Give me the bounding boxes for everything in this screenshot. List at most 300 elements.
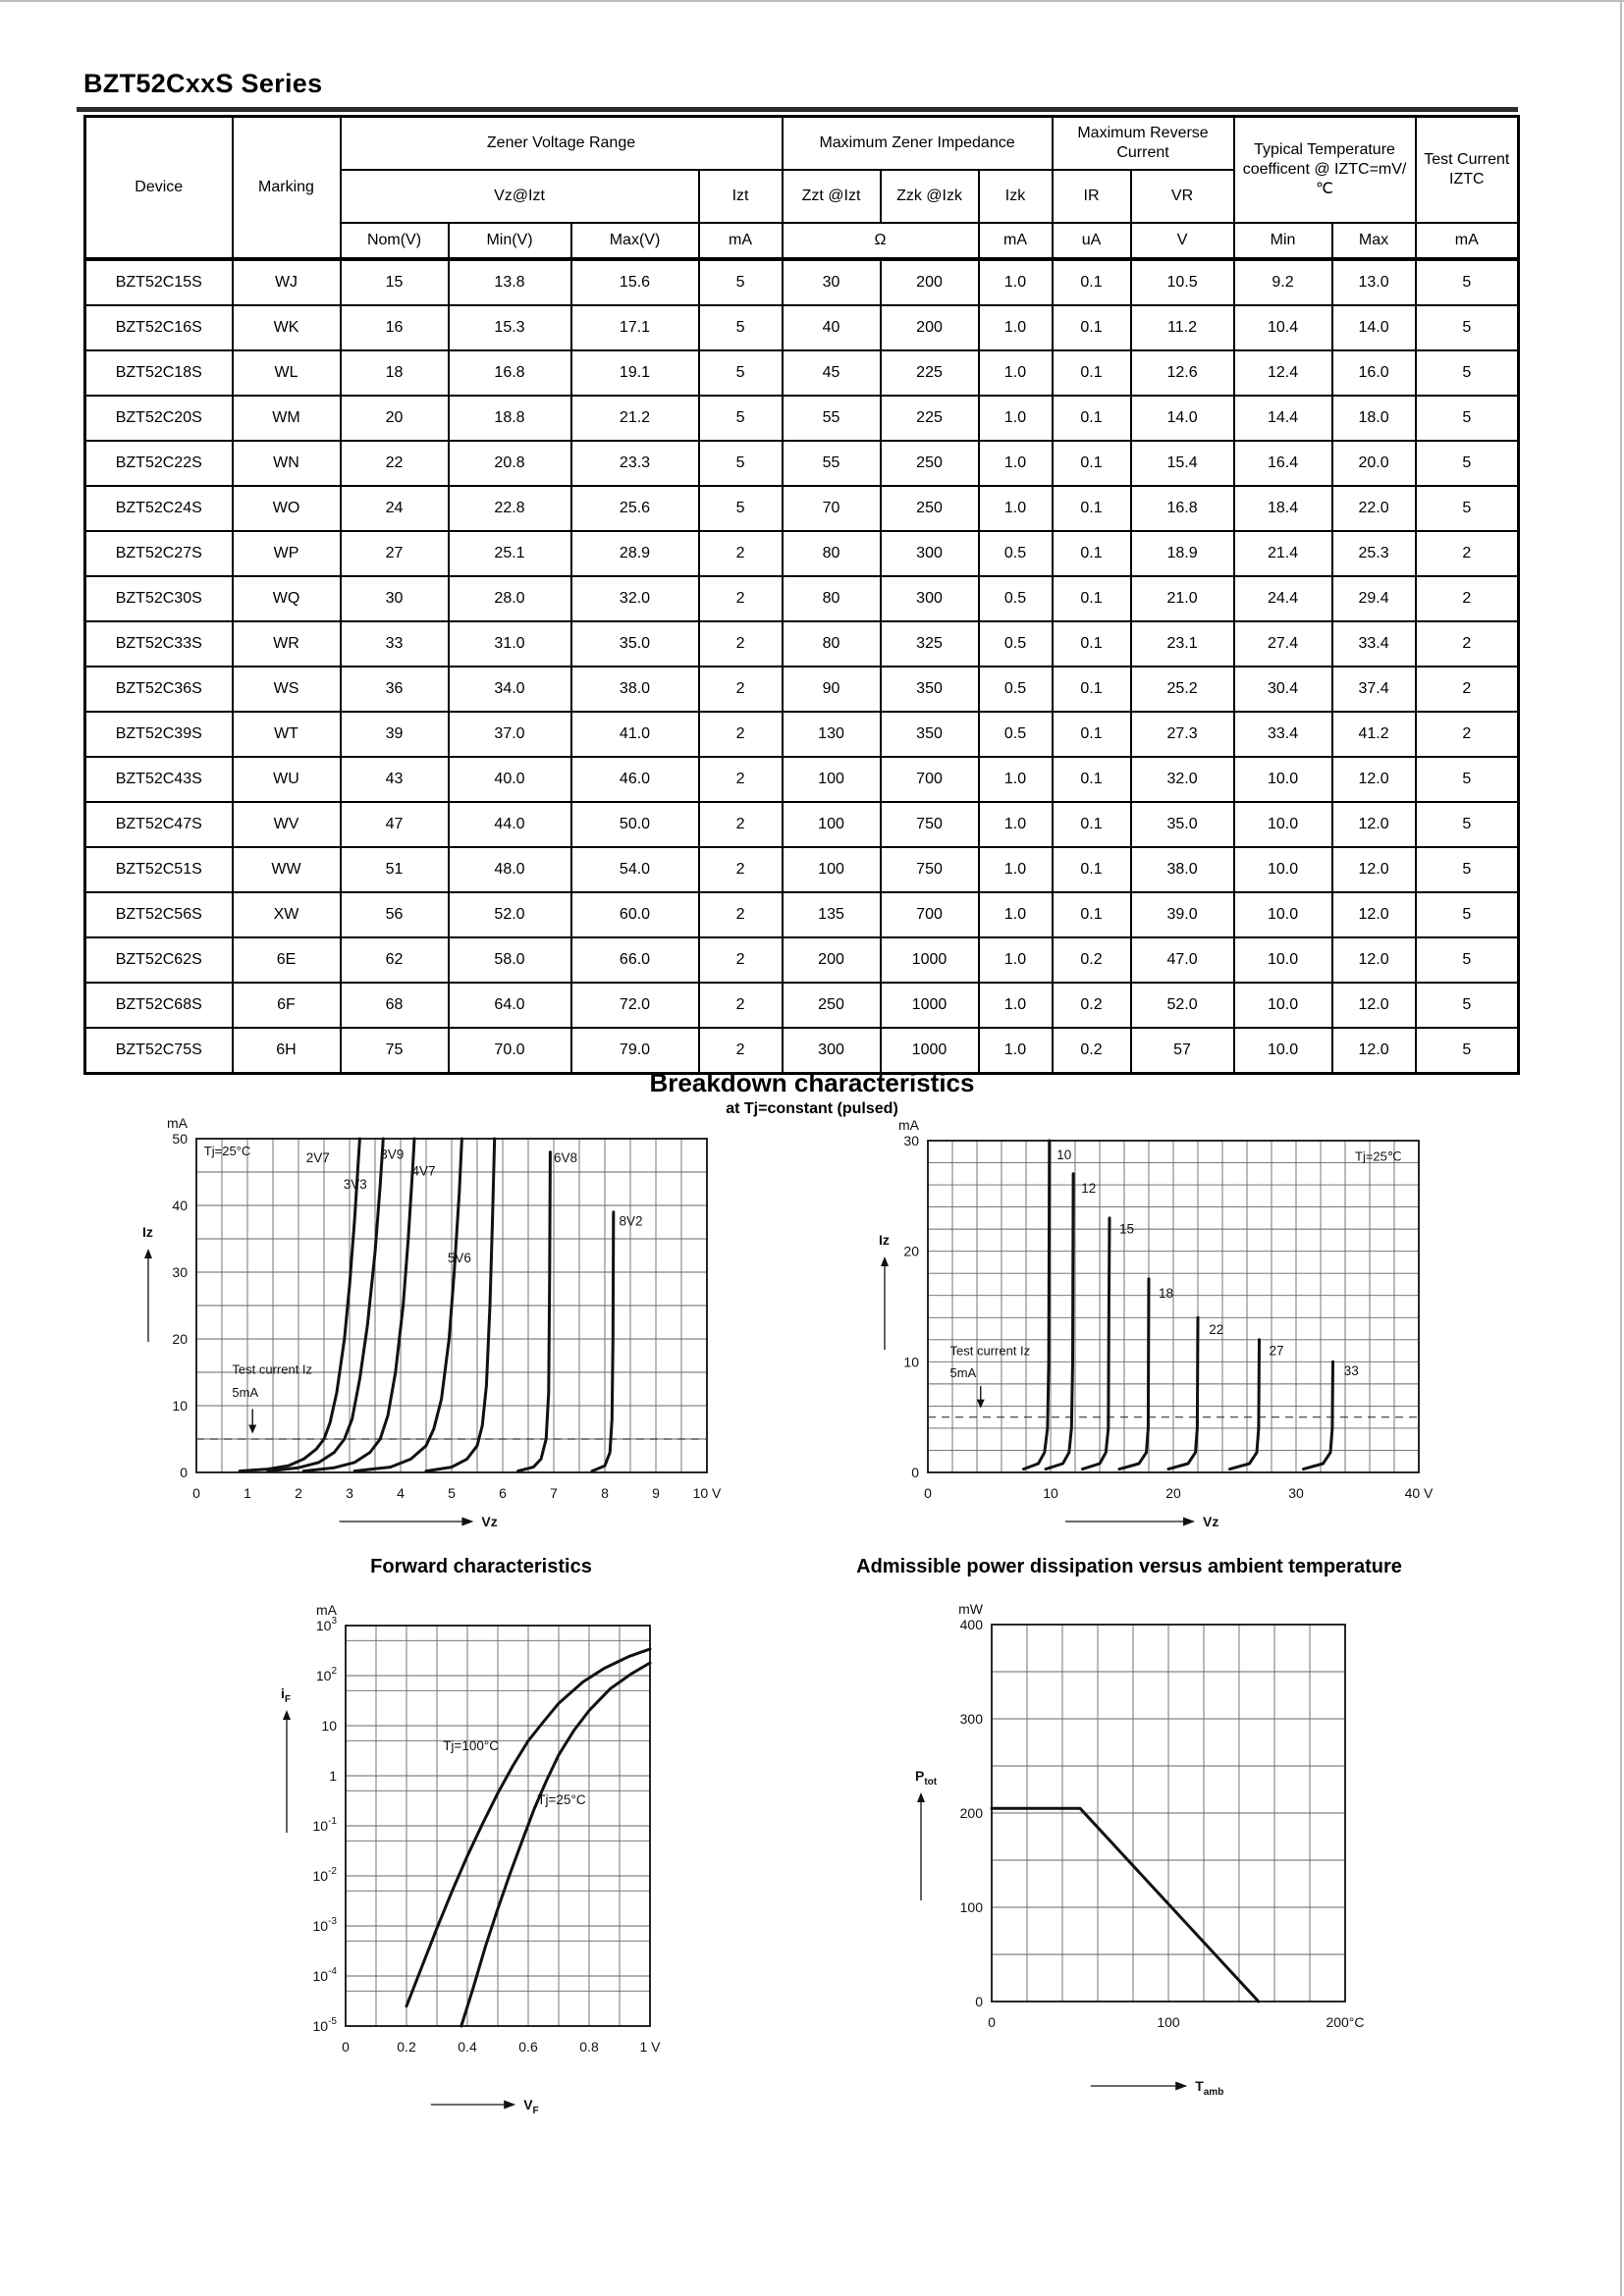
- table-cell: 0.2: [1053, 937, 1131, 983]
- svg-text:0: 0: [192, 1485, 200, 1501]
- table-cell: 13.8: [449, 259, 571, 305]
- table-cell: 15.6: [571, 259, 699, 305]
- table-cell: BZT52C39S: [85, 712, 233, 757]
- table-cell: WJ: [233, 259, 341, 305]
- page-title: BZT52CxxS Series: [83, 69, 323, 98]
- table-cell: BZT52C68S: [85, 983, 233, 1028]
- table-cell: 10.5: [1131, 259, 1234, 305]
- table-cell: 5: [699, 486, 783, 531]
- svg-text:8: 8: [601, 1485, 609, 1501]
- table-cell: 5: [1416, 350, 1519, 396]
- table-cell: 47.0: [1131, 937, 1234, 983]
- table-cell: 10.0: [1234, 757, 1332, 802]
- svg-text:2: 2: [295, 1485, 302, 1501]
- table-cell: 2: [699, 667, 783, 712]
- svg-text:10 V: 10 V: [692, 1485, 722, 1501]
- table-cell: 1.0: [979, 937, 1053, 983]
- table-cell: 2: [1416, 576, 1519, 621]
- table-cell: 24.4: [1234, 576, 1332, 621]
- table-cell: 9.2: [1234, 259, 1332, 305]
- table-cell: 12.0: [1332, 757, 1416, 802]
- table-cell: 20: [341, 396, 449, 441]
- table-cell: 21.4: [1234, 531, 1332, 576]
- table-row: [85, 847, 1519, 892]
- table-cell: 40.0: [449, 757, 571, 802]
- svg-text:200°C: 200°C: [1326, 2014, 1365, 2030]
- svg-text:mW: mW: [958, 1601, 983, 1617]
- table-cell: 12.4: [1234, 350, 1332, 396]
- table-cell: BZT52C18S: [85, 350, 233, 396]
- table-cell: 16: [341, 305, 449, 350]
- table-cell: 46.0: [571, 757, 699, 802]
- table-cell: 55: [783, 441, 881, 486]
- unit-ma-iztc: mA: [1416, 223, 1519, 259]
- table-cell: 30: [783, 259, 881, 305]
- table-cell: 20.8: [449, 441, 571, 486]
- table-cell: 25.1: [449, 531, 571, 576]
- table-cell: 2: [699, 937, 783, 983]
- table-cell: 1.0: [979, 486, 1053, 531]
- svg-text:30: 30: [903, 1133, 919, 1148]
- table-cell: WU: [233, 757, 341, 802]
- unit-ohm: Ω: [783, 223, 979, 259]
- table-cell: 39.0: [1131, 892, 1234, 937]
- svg-text:Test current Iz: Test current Iz: [949, 1343, 1031, 1359]
- table-cell: 41.0: [571, 712, 699, 757]
- spec-table: [83, 115, 1520, 1075]
- table-cell: 70.0: [449, 1028, 571, 1074]
- svg-text:300: 300: [959, 1711, 983, 1727]
- unit-nom: Nom(V): [341, 223, 449, 259]
- svg-text:mA: mA: [898, 1117, 919, 1133]
- svg-text:1 V: 1 V: [639, 2039, 661, 2055]
- table-cell: 10.0: [1234, 892, 1332, 937]
- col-header-izk: Izk: [979, 170, 1053, 223]
- svg-text:10: 10: [321, 1718, 337, 1734]
- table-cell: 25.3: [1332, 531, 1416, 576]
- svg-text:Tamb: $T_{amb}$: [1195, 2078, 1224, 2098]
- table-cell: 80: [783, 576, 881, 621]
- table-cell: 5: [1416, 396, 1519, 441]
- table-cell: 21.0: [1131, 576, 1234, 621]
- table-cell: 2: [699, 531, 783, 576]
- svg-text:Test current Iz: Test current Iz: [232, 1362, 313, 1377]
- table-cell: 1.0: [979, 847, 1053, 892]
- table-cell: 44.0: [449, 802, 571, 847]
- table-cell: BZT52C24S: [85, 486, 233, 531]
- unit-v: V: [1131, 223, 1234, 259]
- col-group-max-reverse-current: Maximum Reverse Current: [1053, 117, 1234, 171]
- table-cell: 12.0: [1332, 802, 1416, 847]
- table-cell: 62: [341, 937, 449, 983]
- table-cell: BZT52C33S: [85, 621, 233, 667]
- table-row: [85, 350, 1519, 396]
- svg-text:10-3: $10^{-3}$: [312, 1916, 337, 1934]
- table-cell: 200: [881, 259, 979, 305]
- col-header-zzt: Zzt @Izt: [783, 170, 881, 223]
- table-cell: 37.4: [1332, 667, 1416, 712]
- power-section-title: Admissible power dissipation versus ambient temperature: [856, 1556, 1402, 1577]
- table-cell: 0.1: [1053, 712, 1131, 757]
- table-cell: BZT52C51S: [85, 847, 233, 892]
- table-cell: 2: [699, 576, 783, 621]
- unit-ua: uA: [1053, 223, 1131, 259]
- svg-text:0: 0: [924, 1485, 932, 1501]
- unit-min: Min(V): [449, 223, 571, 259]
- table-cell: 250: [783, 983, 881, 1028]
- table-cell: 2: [699, 983, 783, 1028]
- spec-table-head: [85, 117, 1519, 260]
- svg-text:Tj=25°C: Tj=25°C: [537, 1792, 586, 1808]
- svg-text:400: 400: [959, 1617, 983, 1632]
- svg-text:0.2: 0.2: [397, 2039, 416, 2055]
- table-cell: 5: [699, 441, 783, 486]
- table-cell: 1.0: [979, 441, 1053, 486]
- table-cell: BZT52C27S: [85, 531, 233, 576]
- table-cell: 5: [1416, 983, 1519, 1028]
- table-cell: 0.5: [979, 621, 1053, 667]
- svg-text:10-1: $10^{-1}$: [312, 1816, 337, 1834]
- table-cell: 0.1: [1053, 847, 1131, 892]
- table-cell: 13.0: [1332, 259, 1416, 305]
- table-cell: BZT52C22S: [85, 441, 233, 486]
- table-cell: 12.0: [1332, 892, 1416, 937]
- table-cell: 2: [699, 892, 783, 937]
- col-group-temp-coefficient: Typical Temperature coefficent @ IZTC=mV/℃: [1234, 117, 1416, 224]
- table-cell: 6H: [233, 1028, 341, 1074]
- table-row: [85, 576, 1519, 621]
- breakdown-section-subtitle: at Tj=constant (pulsed): [726, 1100, 898, 1117]
- table-cell: WQ: [233, 576, 341, 621]
- table-cell: WP: [233, 531, 341, 576]
- breakdown-chart-high-voltage: [849, 1109, 1478, 1580]
- table-cell: 38.0: [571, 667, 699, 712]
- svg-text:3: 3: [346, 1485, 353, 1501]
- col-header-vz-izt: Vz@Izt: [341, 170, 699, 223]
- table-cell: 300: [881, 531, 979, 576]
- table-cell: 1.0: [979, 305, 1053, 350]
- table-cell: 45: [783, 350, 881, 396]
- table-cell: 14.0: [1332, 305, 1416, 350]
- table-cell: 30: [341, 576, 449, 621]
- table-cell: 0.1: [1053, 802, 1131, 847]
- table-cell: 27: [341, 531, 449, 576]
- table-cell: WM: [233, 396, 341, 441]
- svg-text:20: 20: [1165, 1485, 1181, 1501]
- svg-text:10: 10: [1056, 1148, 1072, 1163]
- col-header-ir: IR: [1053, 170, 1131, 223]
- table-cell: 1000: [881, 983, 979, 1028]
- table-cell: 12.0: [1332, 847, 1416, 892]
- table-cell: BZT52C15S: [85, 259, 233, 305]
- unit-ma-izk: mA: [979, 223, 1053, 259]
- table-cell: 33.4: [1234, 712, 1332, 757]
- table-cell: 79.0: [571, 1028, 699, 1074]
- table-cell: 1.0: [979, 802, 1053, 847]
- svg-text:0: 0: [342, 2039, 350, 2055]
- table-cell: 25.2: [1131, 667, 1234, 712]
- table-row: [85, 621, 1519, 667]
- table-cell: 12.0: [1332, 937, 1416, 983]
- page-edge-top: [0, 0, 1624, 2]
- unit-coeff-min: Min: [1234, 223, 1332, 259]
- table-cell: 0.1: [1053, 396, 1131, 441]
- col-header-vr: VR: [1131, 170, 1234, 223]
- table-cell: 5: [699, 305, 783, 350]
- table-cell: 300: [881, 576, 979, 621]
- svg-text:iF: $i_F$: [281, 1685, 291, 1705]
- table-cell: 300: [783, 1028, 881, 1074]
- table-cell: 15.3: [449, 305, 571, 350]
- table-cell: 130: [783, 712, 881, 757]
- table-cell: 250: [881, 486, 979, 531]
- table-cell: 5: [1416, 757, 1519, 802]
- svg-text:10: 10: [1043, 1485, 1058, 1501]
- table-cell: XW: [233, 892, 341, 937]
- table-cell: 10.0: [1234, 1028, 1332, 1074]
- svg-text:4V7: 4V7: [411, 1163, 436, 1179]
- table-cell: 32.0: [571, 576, 699, 621]
- svg-text:30: 30: [172, 1264, 188, 1280]
- table-cell: 10.0: [1234, 802, 1332, 847]
- table-row: [85, 305, 1519, 350]
- table-row: [85, 937, 1519, 983]
- table-cell: 64.0: [449, 983, 571, 1028]
- table-cell: 18.0: [1332, 396, 1416, 441]
- col-header-zzk: Zzk @Izk: [881, 170, 979, 223]
- table-cell: 5: [699, 396, 783, 441]
- svg-text:9: 9: [652, 1485, 660, 1501]
- table-cell: 52.0: [1131, 983, 1234, 1028]
- table-cell: 33.4: [1332, 621, 1416, 667]
- svg-text:0: 0: [911, 1465, 919, 1480]
- table-cell: BZT52C16S: [85, 305, 233, 350]
- svg-text:3V9: 3V9: [380, 1147, 405, 1162]
- svg-text:10: 10: [903, 1354, 919, 1370]
- table-cell: BZT52C75S: [85, 1028, 233, 1074]
- table-cell: 350: [881, 667, 979, 712]
- table-cell: 27.3: [1131, 712, 1234, 757]
- table-cell: 1000: [881, 1028, 979, 1074]
- table-cell: WW: [233, 847, 341, 892]
- table-cell: 54.0: [571, 847, 699, 892]
- svg-text:mA: mA: [316, 1602, 337, 1618]
- svg-text:103: $10^3$: [315, 1616, 337, 1633]
- spec-table-body: [85, 259, 1519, 1074]
- table-row: [85, 259, 1519, 305]
- svg-text:20: 20: [172, 1331, 188, 1347]
- svg-text:1: 1: [329, 1768, 337, 1784]
- table-cell: BZT52C43S: [85, 757, 233, 802]
- unit-max: Max(V): [571, 223, 699, 259]
- table-cell: 52.0: [449, 892, 571, 937]
- table-cell: 72.0: [571, 983, 699, 1028]
- table-cell: 66.0: [571, 937, 699, 983]
- table-cell: 0.1: [1053, 350, 1131, 396]
- svg-text:27: 27: [1269, 1343, 1284, 1359]
- table-cell: 200: [881, 305, 979, 350]
- table-cell: 18.8: [449, 396, 571, 441]
- table-cell: 14.0: [1131, 396, 1234, 441]
- table-cell: 16.8: [449, 350, 571, 396]
- power-dissipation-chart: [844, 1592, 1414, 2127]
- table-cell: 135: [783, 892, 881, 937]
- table-cell: 750: [881, 802, 979, 847]
- svg-text:102: $10^2$: [315, 1666, 337, 1683]
- svg-text:Vz: Vz: [1203, 1514, 1219, 1529]
- table-cell: 23.1: [1131, 621, 1234, 667]
- svg-text:0.4: 0.4: [458, 2039, 477, 2055]
- table-cell: 55: [783, 396, 881, 441]
- svg-text:22: 22: [1209, 1322, 1224, 1338]
- table-cell: 0.1: [1053, 441, 1131, 486]
- table-cell: WS: [233, 667, 341, 712]
- table-row: [85, 531, 1519, 576]
- svg-text:Tj=25℃: Tj=25℃: [1355, 1148, 1402, 1164]
- svg-text:0: 0: [975, 1994, 983, 2009]
- forward-characteristics-chart: [255, 1592, 717, 2142]
- table-cell: 18.9: [1131, 531, 1234, 576]
- table-cell: 28.9: [571, 531, 699, 576]
- table-cell: WT: [233, 712, 341, 757]
- table-cell: 34.0: [449, 667, 571, 712]
- svg-text:5mA: 5mA: [949, 1365, 977, 1381]
- svg-text:200: 200: [959, 1805, 983, 1821]
- table-cell: 100: [783, 757, 881, 802]
- table-cell: 2: [1416, 531, 1519, 576]
- table-cell: 12.0: [1332, 983, 1416, 1028]
- table-cell: 1.0: [979, 1028, 1053, 1074]
- table-cell: 2: [1416, 667, 1519, 712]
- svg-text:2V7: 2V7: [305, 1149, 330, 1165]
- table-cell: 50.0: [571, 802, 699, 847]
- table-cell: 17.1: [571, 305, 699, 350]
- forward-section-title: Forward characteristics: [370, 1556, 592, 1577]
- table-cell: 90: [783, 667, 881, 712]
- table-cell: 39: [341, 712, 449, 757]
- table-cell: 350: [881, 712, 979, 757]
- table-cell: 0.2: [1053, 983, 1131, 1028]
- table-cell: WR: [233, 621, 341, 667]
- svg-text:15: 15: [1119, 1221, 1135, 1237]
- table-row: [85, 757, 1519, 802]
- table-row: [85, 396, 1519, 441]
- table-cell: 2: [699, 712, 783, 757]
- col-group-zener-voltage-range: Zener Voltage Range: [341, 117, 783, 171]
- table-cell: 200: [783, 937, 881, 983]
- table-cell: 5: [1416, 802, 1519, 847]
- svg-text:100: 100: [1157, 2014, 1180, 2030]
- table-cell: 0.1: [1053, 892, 1131, 937]
- svg-text:30: 30: [1288, 1485, 1304, 1501]
- table-cell: 2: [699, 802, 783, 847]
- svg-text:7: 7: [550, 1485, 558, 1501]
- table-cell: 5: [1416, 441, 1519, 486]
- table-cell: 0.2: [1053, 1028, 1131, 1074]
- svg-text:10-2: $10^{-2}$: [312, 1866, 337, 1884]
- page-edge-right: [1620, 0, 1622, 2296]
- svg-text:100: 100: [959, 1899, 983, 1915]
- table-row: [85, 892, 1519, 937]
- table-cell: 5: [1416, 937, 1519, 983]
- table-cell: WN: [233, 441, 341, 486]
- svg-text:Iz: Iz: [142, 1224, 153, 1240]
- table-cell: BZT52C20S: [85, 396, 233, 441]
- svg-text:0.8: 0.8: [579, 2039, 599, 2055]
- table-cell: 10.0: [1234, 937, 1332, 983]
- table-cell: WK: [233, 305, 341, 350]
- table-cell: 56: [341, 892, 449, 937]
- table-cell: 0.1: [1053, 757, 1131, 802]
- table-cell: 14.4: [1234, 396, 1332, 441]
- table-cell: 75: [341, 1028, 449, 1074]
- table-cell: 12.0: [1332, 1028, 1416, 1074]
- svg-text:18: 18: [1159, 1285, 1174, 1301]
- table-cell: 80: [783, 531, 881, 576]
- table-cell: 1.0: [979, 757, 1053, 802]
- table-cell: 5: [1416, 1028, 1519, 1074]
- svg-text:20: 20: [903, 1243, 919, 1259]
- col-group-max-zener-impedance: Maximum Zener Impedance: [783, 117, 1053, 171]
- table-cell: 5: [1416, 259, 1519, 305]
- table-cell: 1000: [881, 937, 979, 983]
- table-cell: 38.0: [1131, 847, 1234, 892]
- svg-text:0: 0: [988, 2014, 996, 2030]
- table-cell: BZT52C62S: [85, 937, 233, 983]
- table-cell: 0.5: [979, 667, 1053, 712]
- table-cell: BZT52C30S: [85, 576, 233, 621]
- svg-text:VF: $V_F$: [523, 2097, 539, 2116]
- table-cell: 40: [783, 305, 881, 350]
- table-cell: BZT52C36S: [85, 667, 233, 712]
- table-cell: 15: [341, 259, 449, 305]
- table-cell: 31.0: [449, 621, 571, 667]
- svg-text:5mA: 5mA: [232, 1385, 259, 1401]
- table-cell: WV: [233, 802, 341, 847]
- table-cell: 16.0: [1332, 350, 1416, 396]
- table-cell: 21.2: [571, 396, 699, 441]
- table-row: [85, 1028, 1519, 1074]
- col-header-test-current: Test Current IZTC: [1416, 117, 1519, 224]
- table-cell: 15.4: [1131, 441, 1234, 486]
- svg-text:12: 12: [1081, 1180, 1097, 1196]
- svg-text:Tj=25°C: Tj=25°C: [203, 1144, 251, 1158]
- table-cell: 58.0: [449, 937, 571, 983]
- svg-text:Tj=100°C: Tj=100°C: [443, 1738, 500, 1754]
- table-cell: 1.0: [979, 259, 1053, 305]
- table-cell: 60.0: [571, 892, 699, 937]
- table-cell: 225: [881, 396, 979, 441]
- table-cell: 68: [341, 983, 449, 1028]
- table-cell: 6E: [233, 937, 341, 983]
- svg-text:8V2: 8V2: [619, 1213, 643, 1229]
- table-cell: 80: [783, 621, 881, 667]
- table-cell: 1.0: [979, 892, 1053, 937]
- table-cell: 22.0: [1332, 486, 1416, 531]
- col-header-device: Device: [85, 117, 233, 260]
- unit-ma-izt: mA: [699, 223, 783, 259]
- table-cell: 2: [699, 847, 783, 892]
- table-cell: 700: [881, 892, 979, 937]
- table-cell: 0.1: [1053, 621, 1131, 667]
- title-rule: [77, 107, 1518, 112]
- table-cell: 0.1: [1053, 531, 1131, 576]
- table-cell: 30.4: [1234, 667, 1332, 712]
- table-cell: 1.0: [979, 396, 1053, 441]
- table-cell: 32.0: [1131, 757, 1234, 802]
- table-cell: 10.0: [1234, 847, 1332, 892]
- table-cell: 35.0: [571, 621, 699, 667]
